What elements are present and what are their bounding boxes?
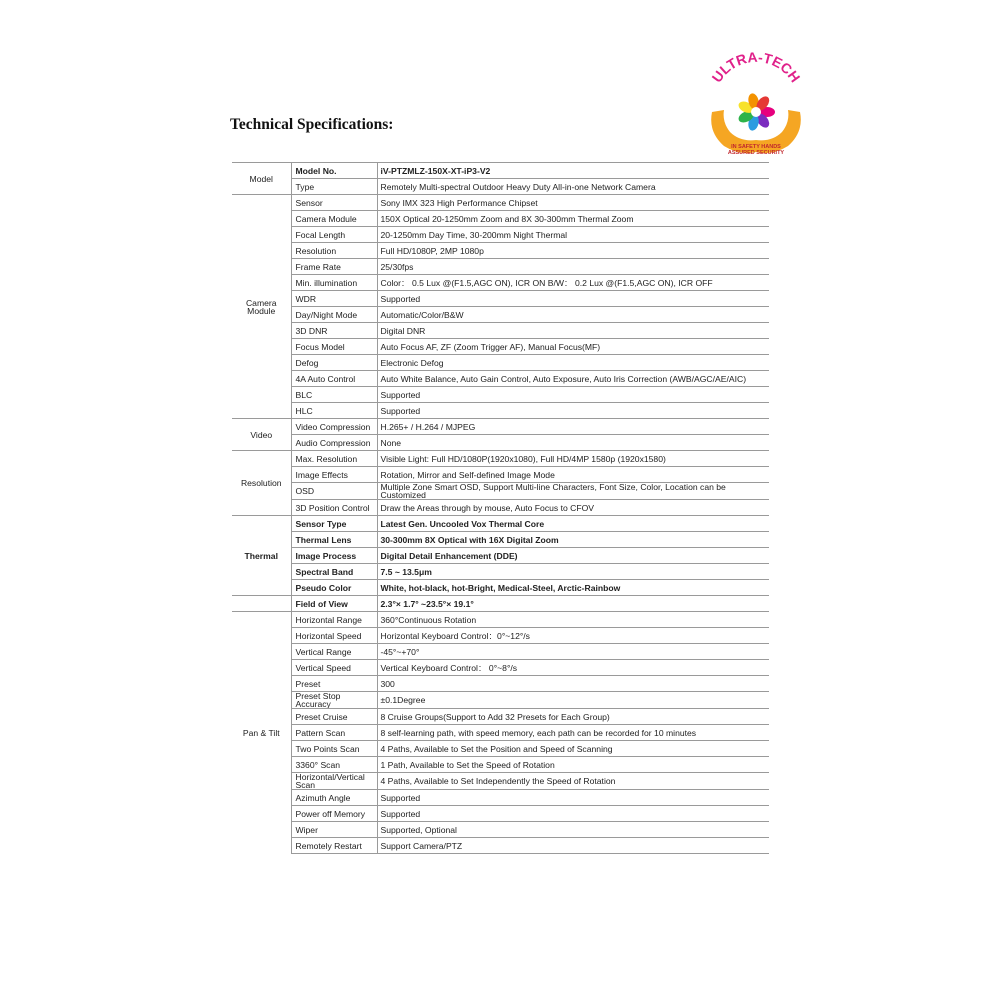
spec-row — [232, 387, 769, 403]
param-value: Vertical Keyboard Control： 0°~8°/s — [377, 660, 769, 676]
param-value: 300 — [377, 676, 769, 692]
spec-row — [232, 628, 769, 644]
page-title: Technical Specifications: — [230, 116, 394, 133]
param-label: Horizontal Range — [291, 612, 377, 628]
param-value: Auto Focus AF, ZF (Zoom Trigger AF), Manual Focus(MF) — [377, 339, 769, 355]
spec-row — [232, 339, 769, 355]
param-value: iV-PTZMLZ-150X-XT-iP3-V2 — [377, 163, 769, 179]
param-label: Sensor — [291, 195, 377, 211]
param-value: Color： 0.5 Lux @(F1.5,AGC ON), ICR ON B/W： 0.2 Lux @(F1.5,AGC ON), ICR OFF — [377, 275, 769, 291]
spec-row — [232, 822, 769, 838]
group-label: Camera Module — [232, 195, 291, 419]
param-value: Rotation, Mirror and Self-defined Image Mode — [377, 467, 769, 483]
spec-row — [232, 259, 769, 275]
param-value: -45°~+70° — [377, 644, 769, 660]
spec-row — [232, 532, 769, 548]
param-label: Spectral Band — [291, 564, 377, 580]
spec-row — [232, 741, 769, 757]
param-value: 4 Paths, Available to Set Independently the Speed of Rotation — [377, 773, 769, 790]
group-label: Resolution — [232, 451, 291, 516]
param-value: Multiple Zone Smart OSD, Support Multi-line Characters, Font Size, Color, Location can be Customized — [377, 483, 769, 500]
param-value: 360°Continuous Rotation — [377, 612, 769, 628]
param-value: Remotely Multi-spectral Outdoor Heavy Duty All-in-one Network Camera — [377, 179, 769, 195]
param-value: 4 Paths, Available to Set the Position and Speed of Scanning — [377, 741, 769, 757]
param-label: Pattern Scan — [291, 725, 377, 741]
param-label: Video Compression — [291, 419, 377, 435]
spec-row — [232, 371, 769, 387]
param-value: Supported — [377, 806, 769, 822]
param-label: OSD — [291, 483, 377, 500]
spec-row — [232, 243, 769, 259]
spec-row — [232, 483, 769, 500]
spec-row — [232, 580, 769, 596]
spec-row — [232, 323, 769, 339]
param-value: H.265+ / H.264 / MJPEG — [377, 419, 769, 435]
param-label: Day/Night Mode — [291, 307, 377, 323]
spec-row — [232, 806, 769, 822]
logo-tagline-1: IN SAFETY HANDS — [731, 144, 781, 150]
param-label: Frame Rate — [291, 259, 377, 275]
param-label: Preset — [291, 676, 377, 692]
spec-row — [232, 757, 769, 773]
param-value: None — [377, 435, 769, 451]
param-label: Camera Module — [291, 211, 377, 227]
param-label: Resolution — [291, 243, 377, 259]
param-label: Sensor Type — [291, 516, 377, 532]
spec-row — [232, 435, 769, 451]
param-value: 25/30fps — [377, 259, 769, 275]
param-value: 20-1250mm Day Time, 30-200mm Night Thermal — [377, 227, 769, 243]
spec-row — [232, 179, 769, 195]
spec-row — [232, 451, 769, 467]
param-value: Supported — [377, 403, 769, 419]
param-label: Focus Model — [291, 339, 377, 355]
param-label: WDR — [291, 291, 377, 307]
param-label: Vertical Speed — [291, 660, 377, 676]
param-label: Vertical Range — [291, 644, 377, 660]
param-value: Visible Light: Full HD/1080P(1920x1080), Full HD/4MP 1580p (1920x1580) — [377, 451, 769, 467]
param-label: 4A Auto Control — [291, 371, 377, 387]
spec-row — [232, 612, 769, 628]
spec-row — [232, 773, 769, 790]
spec-row — [232, 500, 769, 516]
group-label: Video — [232, 419, 291, 451]
param-label: Azimuth Angle — [291, 790, 377, 806]
spec-row — [232, 564, 769, 580]
spec-row — [232, 195, 769, 211]
spec-row — [232, 467, 769, 483]
ultra-tech-logo — [700, 52, 812, 164]
spec-row — [232, 660, 769, 676]
spec-row — [232, 676, 769, 692]
param-value: Draw the Areas through by mouse, Auto Focus to CFOV — [377, 500, 769, 516]
param-label: HLC — [291, 403, 377, 419]
param-label: Focal Length — [291, 227, 377, 243]
param-value: Digital DNR — [377, 323, 769, 339]
param-label: Model No. — [291, 163, 377, 179]
param-value: 2.3°× 1.7° ~23.5°× 19.1° — [377, 596, 769, 612]
flower-center — [751, 107, 761, 117]
param-value: 7.5 ~ 13.5μm — [377, 564, 769, 580]
param-label: Horizontal Speed — [291, 628, 377, 644]
param-value: Sony IMX 323 High Performance Chipset — [377, 195, 769, 211]
spec-row — [232, 355, 769, 371]
spec-row — [232, 790, 769, 806]
param-label: Two Points Scan — [291, 741, 377, 757]
param-value: Horizontal Keyboard Control：0°~12°/s — [377, 628, 769, 644]
spec-row — [232, 838, 769, 854]
spec-row — [232, 596, 769, 612]
param-value: 8 self-learning path, with speed memory, each path can be recorded for 10 minutes — [377, 725, 769, 741]
param-label: Image Process — [291, 548, 377, 564]
param-value: 8 Cruise Groups(Support to Add 32 Presets for Each Group) — [377, 709, 769, 725]
param-value: Support Camera/PTZ — [377, 838, 769, 854]
param-label: Thermal Lens — [291, 532, 377, 548]
param-label: Audio Compression — [291, 435, 377, 451]
param-label: Type — [291, 179, 377, 195]
spec-row — [232, 291, 769, 307]
group-label: Model — [232, 163, 291, 195]
param-label: Horizontal/Vertical Scan — [291, 773, 377, 790]
logo-top-text: ULTRA-TECH — [708, 52, 804, 86]
spec-row — [232, 163, 769, 179]
group-label — [232, 596, 291, 612]
param-value: Full HD/1080P, 2MP 1080p — [377, 243, 769, 259]
param-label: Pseudo Color — [291, 580, 377, 596]
spec-row — [232, 725, 769, 741]
param-label: Preset Stop Accuracy — [291, 692, 377, 709]
param-value: Supported — [377, 387, 769, 403]
param-value: Supported — [377, 291, 769, 307]
spec-row — [232, 275, 769, 291]
logo-tagline-2: ASSURED SECURITY — [727, 150, 785, 156]
spec-row — [232, 211, 769, 227]
param-label: Power off Memory — [291, 806, 377, 822]
spec-row — [232, 403, 769, 419]
param-value: 150X Optical 20-1250mm Zoom and 8X 30-300mm Thermal Zoom — [377, 211, 769, 227]
spec-row — [232, 692, 769, 709]
spec-row — [232, 419, 769, 435]
param-value: 1 Path, Available to Set the Speed of Rotation — [377, 757, 769, 773]
spec-table — [232, 162, 769, 854]
spec-row — [232, 307, 769, 323]
param-value: Supported, Optional — [377, 822, 769, 838]
param-value: Latest Gen. Uncooled Vox Thermal Core — [377, 516, 769, 532]
param-value: ±0.1Degree — [377, 692, 769, 709]
param-label: Defog — [291, 355, 377, 371]
param-value: Supported — [377, 790, 769, 806]
param-label: BLC — [291, 387, 377, 403]
param-label: Preset Cruise — [291, 709, 377, 725]
param-label: Remotely Restart — [291, 838, 377, 854]
param-label: 3D Position Control — [291, 500, 377, 516]
param-value: White, hot-black, hot-Bright, Medical-Steel, Arctic-Rainbow — [377, 580, 769, 596]
spec-row — [232, 516, 769, 532]
spec-row — [232, 227, 769, 243]
param-value: 30-300mm 8X Optical with 16X Digital Zoom — [377, 532, 769, 548]
group-label: Pan & Tilt — [232, 612, 291, 854]
param-label: Wiper — [291, 822, 377, 838]
param-label: 3360° Scan — [291, 757, 377, 773]
param-label: Max. Resolution — [291, 451, 377, 467]
param-label: Field of View — [291, 596, 377, 612]
param-value: Electronic Defog — [377, 355, 769, 371]
spec-row — [232, 548, 769, 564]
spec-row — [232, 644, 769, 660]
param-label: Image Effects — [291, 467, 377, 483]
param-value: Automatic/Color/B&W — [377, 307, 769, 323]
param-value: Digital Detail Enhancement (DDE) — [377, 548, 769, 564]
group-label: Thermal — [232, 516, 291, 596]
param-label: Min. illumination — [291, 275, 377, 291]
flower-icon — [737, 92, 775, 131]
param-value: Auto White Balance, Auto Gain Control, Auto Exposure, Auto Iris Correction (AWB/AGC/AE/AIC) — [377, 371, 769, 387]
param-label: 3D DNR — [291, 323, 377, 339]
spec-row — [232, 709, 769, 725]
